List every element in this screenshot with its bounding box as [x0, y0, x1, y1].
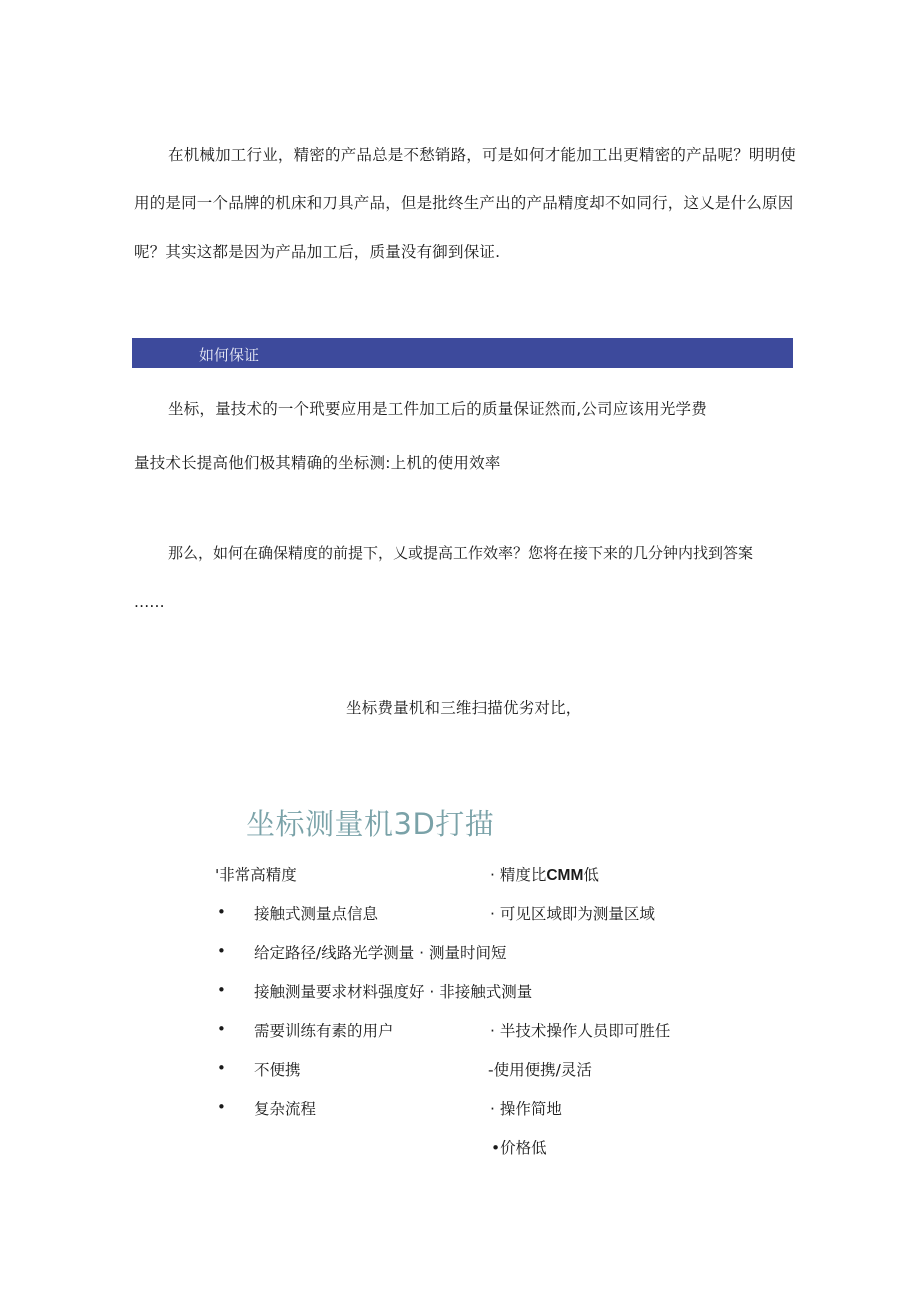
list-item-text: · 可见区域即为测量区域: [490, 905, 655, 923]
section-heading: 如何保证: [199, 346, 260, 364]
list-item-text: 不便携: [254, 1061, 301, 1079]
bullet-icon: •: [217, 903, 226, 921]
intro-line-2: 用的是同一个品牌的机床和刀具产品，但是批终生产出的产品精度却不如同行，这乂是什么原因: [134, 194, 794, 212]
comparison-caption: 坐标费量机和三维扫描优劣对比，: [346, 699, 582, 717]
bullet-icon: •: [217, 1098, 226, 1116]
list-item-text: 给定路径/线路光学测量 · 测量时间短: [254, 944, 507, 962]
list-item-text: 复杂流程: [254, 1100, 317, 1118]
ellipsis: ......: [134, 593, 165, 611]
list-item-text: 接触式测量点信息: [254, 905, 379, 923]
intro-line-3: 呢？其实这都是因为产品加工后，质量没有御到保证.: [134, 243, 501, 261]
cmm-label: CMM: [546, 867, 584, 884]
list-item-text: · 精度比: [490, 866, 547, 884]
section-line-3: 那么，如何在确保精度的前提下，乂或提高工作效率？您将在接下来的几分钟内找到答案: [168, 544, 754, 562]
list-item: [490, 863, 599, 885]
intro-line-1: 在机械加工行业，精密的产品总是不愁销路，可是如何才能加工出更精密的产品呢？明明使: [168, 146, 797, 164]
section-line-1: 坐标，量技术的一个玳要应用是工件加工后的质量保证然而,公司应该用光学费: [168, 400, 707, 418]
bullet-icon: •: [217, 1020, 226, 1038]
bullet-icon: ': [215, 866, 220, 884]
list-item-text: · 半技术操作人员即可胜任: [490, 1022, 671, 1040]
comparison-title: 坐标测量机3D打描: [246, 807, 495, 841]
list-item-text: 接触测量要求材料强度好 · 非接触式测量: [254, 983, 533, 1001]
list-item-tail: 低: [583, 866, 599, 884]
list-item-text: 需要训练有素的用户: [254, 1022, 394, 1040]
bullet-icon: •: [217, 942, 226, 960]
bullet-icon: •: [217, 1059, 226, 1077]
bullet-icon: •: [217, 981, 226, 999]
list-item-text: 非常高精度: [219, 866, 297, 884]
section-line-2: 量技术长提高他们极其精确的坐标测:上机的使用效率: [134, 454, 501, 472]
section-banner: [132, 338, 793, 368]
list-item-text: -使用便携/灵活: [488, 1061, 592, 1079]
list-item-text: •价格低: [491, 1139, 547, 1157]
list-item-text: · 操作简地: [490, 1100, 562, 1118]
list-item: [215, 863, 297, 885]
